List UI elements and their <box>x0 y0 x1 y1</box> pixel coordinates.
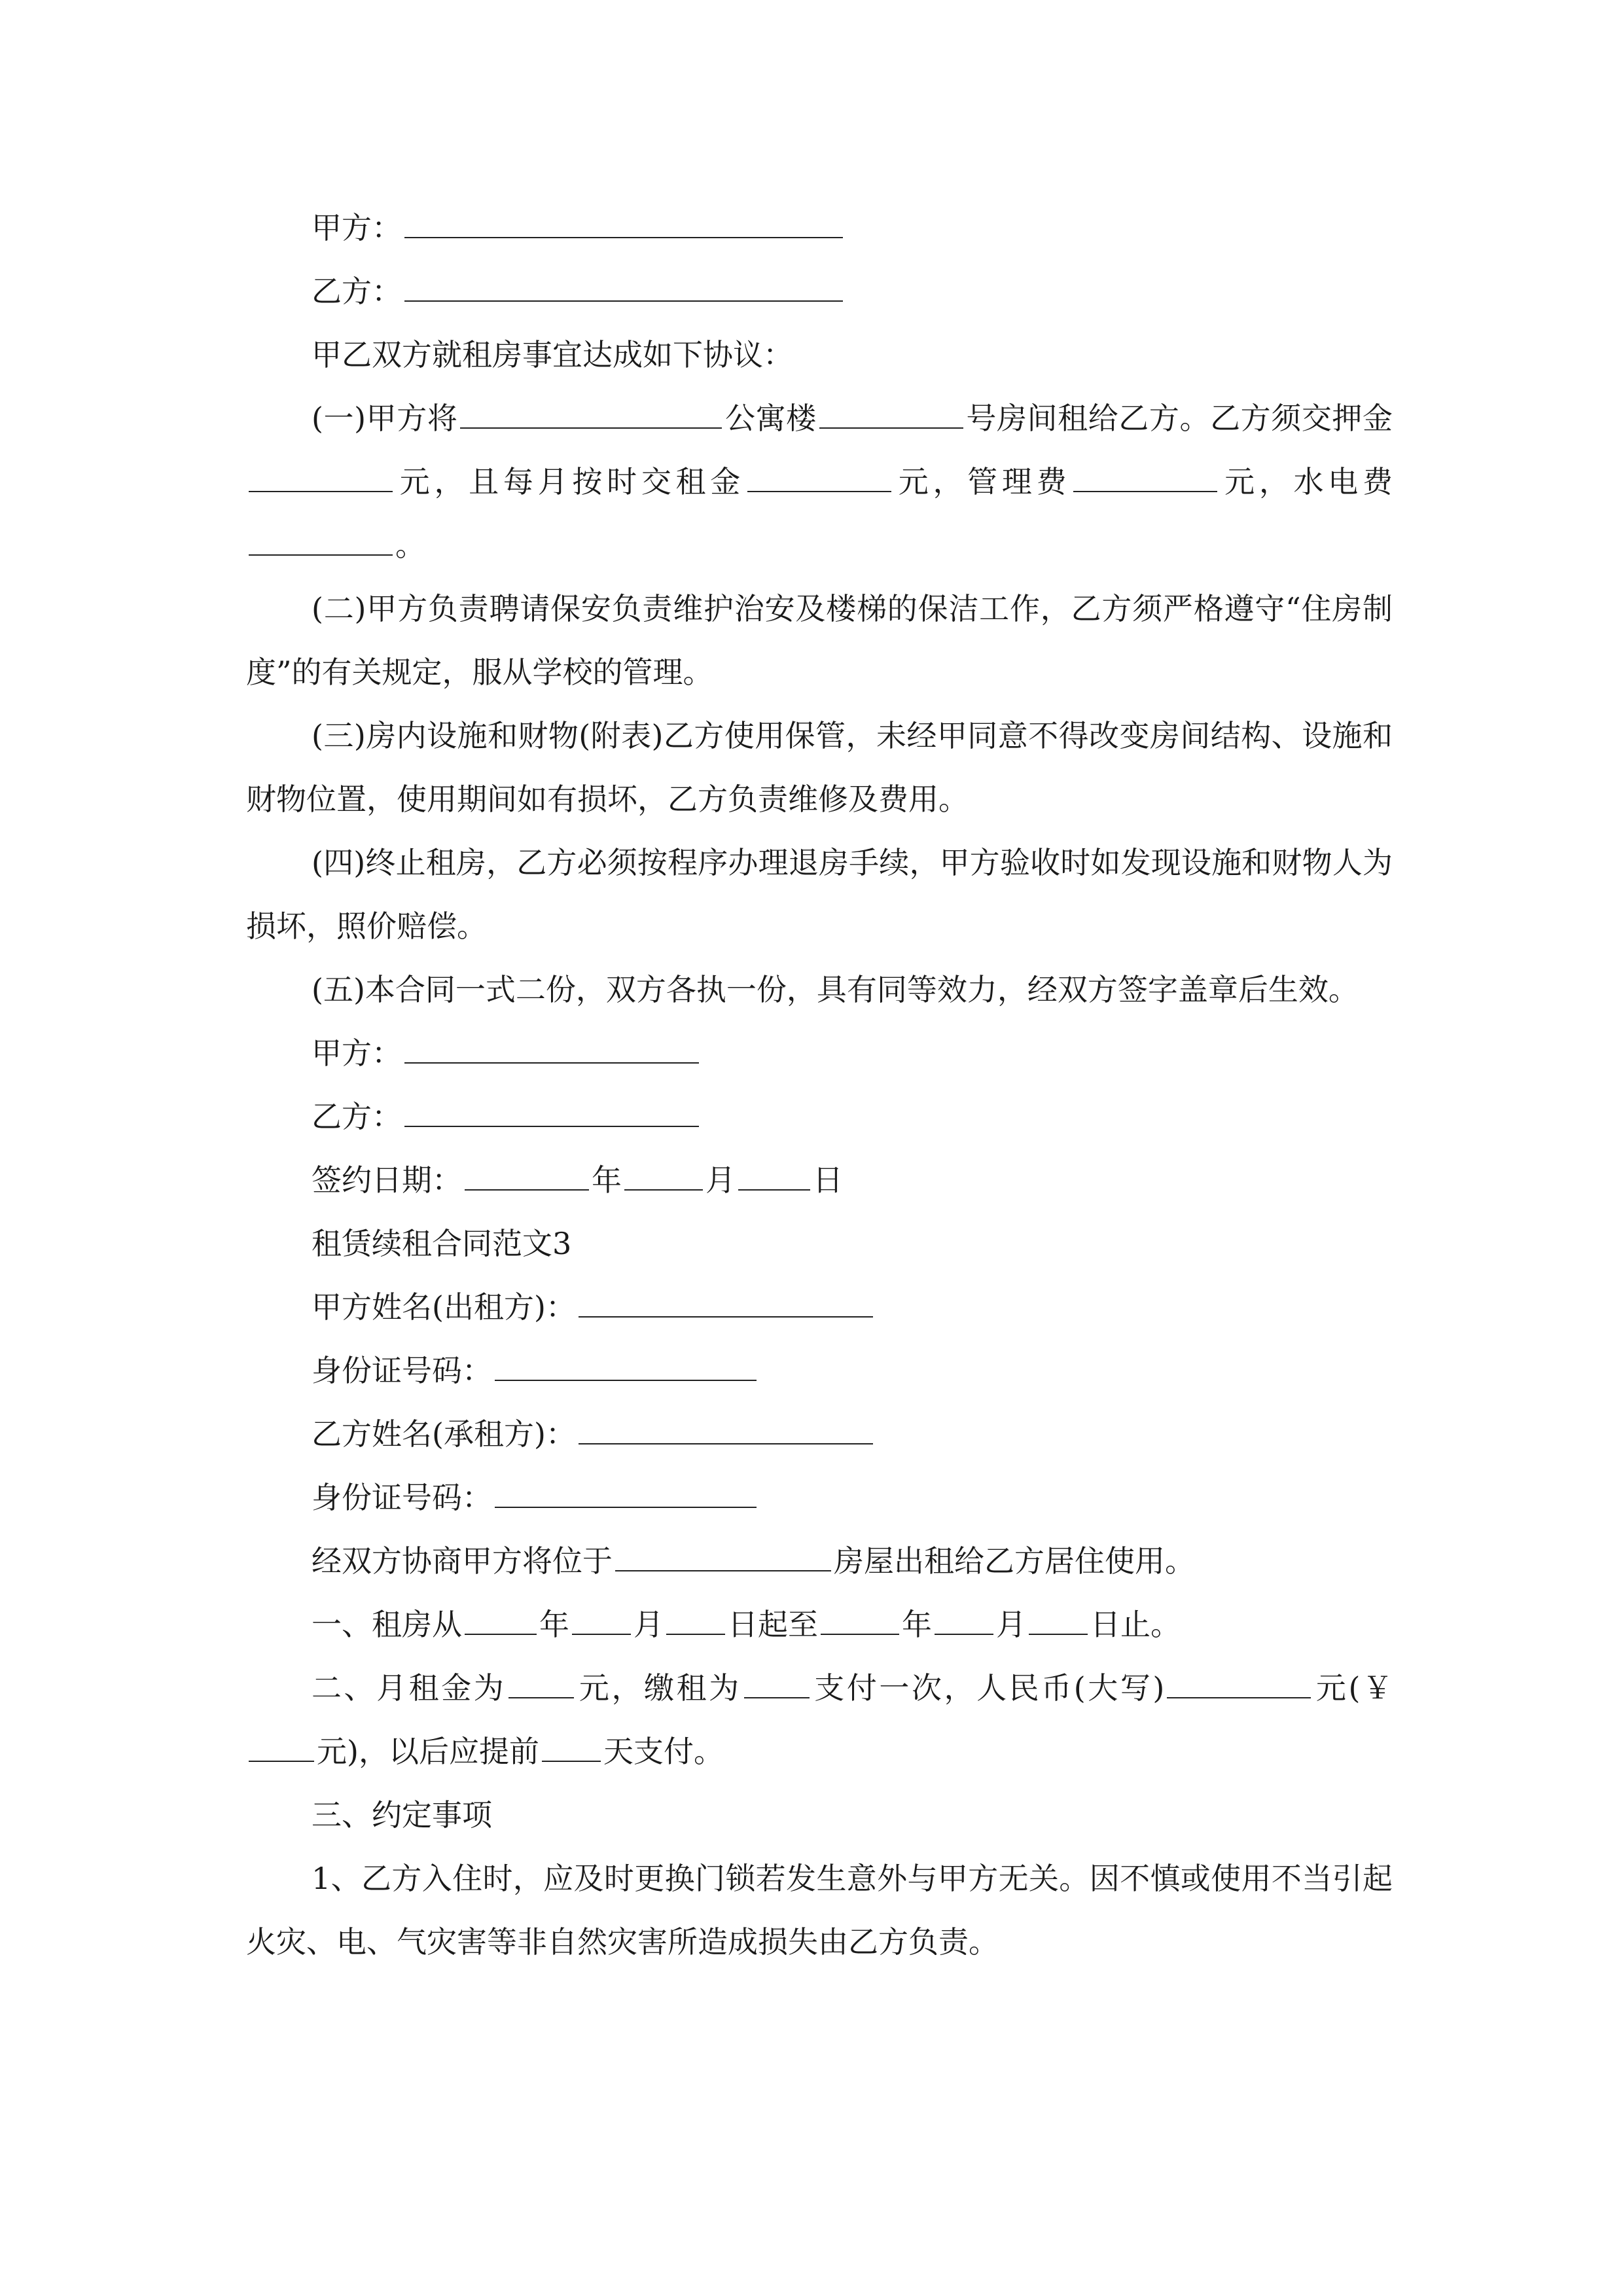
party-a-label: 甲方： <box>312 210 402 245</box>
lessee-id-line: 身份证号码： <box>246 1466 1393 1530</box>
amount-numeric-blank <box>249 1731 314 1762</box>
clause-5: (五)本合同一式二份，双方各执一份，具有同等效力，经双方签字盖章后生效。 <box>312 972 1359 1007</box>
payment-period-blank <box>744 1667 810 1698</box>
end-month-blank <box>935 1604 993 1635</box>
lessor-name-line: 甲方姓名(出租方)： <box>246 1276 1393 1339</box>
sign-b-blank <box>404 1096 699 1127</box>
start-day-blank <box>666 1604 725 1635</box>
amount-capital-blank <box>1167 1667 1311 1698</box>
clause-2: (二)甲方负责聘请保安负责维护治安及楼梯的保洁工作，乙方须严格遵守“住房制度”的有关规定，服从学校的管理。 <box>246 591 1393 690</box>
party-a-line <box>246 196 1393 260</box>
room-number-blank <box>819 397 963 429</box>
term-3-heading: 三、约定事项 <box>312 1797 492 1833</box>
term-1: 一、租房从 年 月 日起至 年 月 日止。 <box>246 1593 1393 1657</box>
start-month-blank <box>572 1604 631 1635</box>
sign-a-line: 甲方： <box>246 1022 1393 1085</box>
advance-days-blank <box>542 1731 601 1762</box>
lessee-name-line: 乙方姓名(承租方)： <box>246 1403 1393 1466</box>
property-address-blank <box>615 1540 831 1571</box>
section-title-3: 租赁续租合同范文3 <box>312 1226 572 1261</box>
apartment-blank <box>460 397 722 429</box>
clause-4: (四)终止租房，乙方必须按程序办理退房手续，甲方验收时如发现设施和财物人为损坏，照价赔偿。 <box>246 845 1393 944</box>
date-day-blank <box>738 1159 810 1191</box>
document-page <box>246 196 1393 1974</box>
term-3-item-1: 1、乙方入住时，应及时更换门锁若发生意外与甲方无关。因不慎或使用不当引起火灾、电、气灾害等非自然灾害所造成损失由乙方负责。 <box>246 1861 1393 1960</box>
lessee-name-blank <box>579 1413 873 1444</box>
utilities-blank <box>249 524 393 556</box>
date-year-blank <box>465 1159 589 1191</box>
deposit-blank <box>249 461 393 492</box>
start-year-blank <box>465 1604 537 1635</box>
sign-b-line: 乙方： <box>246 1085 1393 1149</box>
clause-1: (一)甲方将 公寓楼 号房间租给乙方。乙方须交押金元，且每月按时交租金 元，管理费 元，水电费。 <box>246 387 1393 577</box>
party-a-blank <box>404 207 843 238</box>
management-fee-blank <box>1073 461 1217 492</box>
party-b-blank <box>404 270 843 302</box>
clause-3: (三)房内设施和财物(附表)乙方使用保管，未经甲同意不得改变房间结构、设施和财物位置，使用期间如有损坏，乙方负责维修及费用。 <box>246 718 1393 817</box>
lessee-id-blank <box>495 1477 757 1508</box>
rent-blank <box>747 461 891 492</box>
party-b-label: 乙方： <box>312 274 402 309</box>
term-2: 二、月租金为 元，缴租为 支付一次，人民币(大写) 元(￥元)，以后应提前 天支付。 <box>246 1657 1393 1784</box>
agreement-line: 经双方协商甲方将位于 房屋出租给乙方居住使用。 <box>246 1530 1393 1593</box>
end-year-blank <box>821 1604 899 1635</box>
sign-date-line: 签约日期： 年 月 日 <box>246 1149 1393 1212</box>
lessor-id-line: 身份证号码： <box>246 1339 1393 1403</box>
monthly-rent-blank <box>508 1667 574 1698</box>
lessor-name-blank <box>579 1286 873 1318</box>
lessor-id-blank <box>495 1350 757 1381</box>
date-month-blank <box>624 1159 703 1191</box>
party-b-line <box>246 260 1393 323</box>
intro-line: 甲乙双方就租房事宜达成如下协议： <box>312 337 793 372</box>
sign-a-blank <box>404 1032 699 1064</box>
end-day-blank <box>1029 1604 1088 1635</box>
